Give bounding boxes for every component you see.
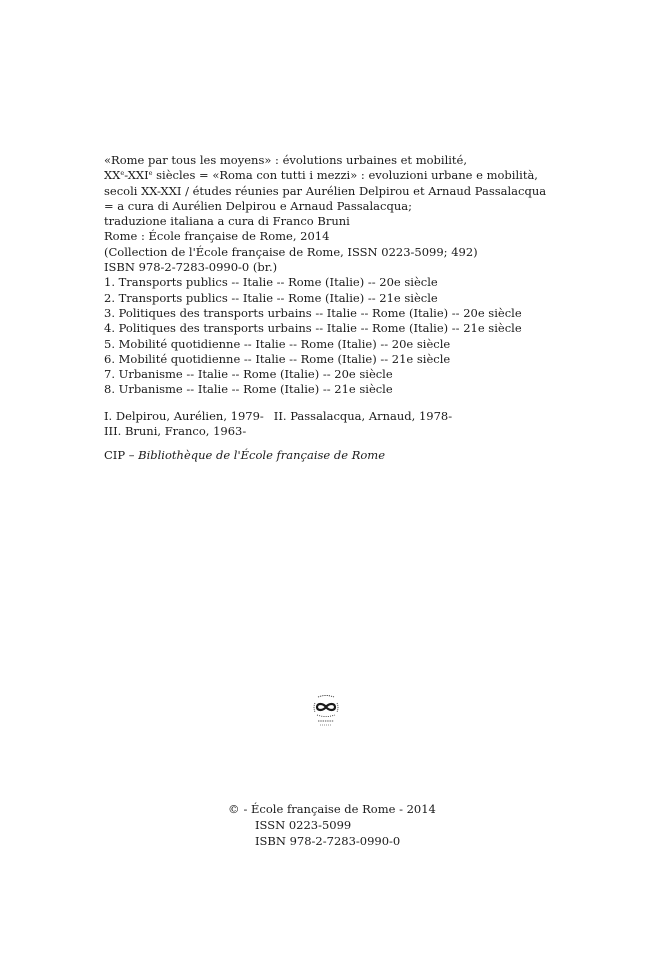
colophon-issn: ISSN 0223-5099 (255, 818, 352, 832)
cip-title-line-4: = a cura di Aurélien Delpirou e Arnaud Passalacqua; (104, 198, 412, 213)
cip-title-line-2-rest: siècles = «Roma con tutti i mezzi» : evoluzioni urbane e mobilità, (156, 168, 538, 183)
subject-3: 3. Politiques des transports urbains -- Italie -- Rome (Italie) -- 20e siècle (104, 305, 522, 320)
cip-title-line-2 (104, 168, 574, 183)
subject-1: 1. Transports publics -- Italie -- Rome (Italie) -- 20e siècle (104, 275, 438, 290)
cip-publisher-line: Rome : École française de Rome, 2014 (104, 229, 330, 244)
cip-source-name: Bibliothèque de l'École française de Rome (138, 448, 386, 463)
century-sup-1: e (120, 169, 125, 178)
cip-record (104, 153, 574, 464)
cip-source-label: CIP – (104, 448, 139, 463)
colophon-isbn: ISBN 978-2-7283-0990-0 (255, 834, 401, 848)
cip-title-line-5: traduzione italiana a cura di Franco Bruni (104, 214, 350, 229)
subject-8: 8. Urbanisme -- Italie -- Rome (Italie) -- 21e siècle (104, 382, 393, 397)
copyright-line (228, 801, 436, 817)
subject-2: 2. Transports publics -- Italie -- Rome (Italie) -- 21e siècle (104, 290, 438, 305)
persons-block (104, 409, 574, 440)
persons-line-1 (104, 409, 574, 424)
copyright-text: - École française de Rome - 2014 (243, 802, 436, 816)
copyright-icon: © (228, 802, 240, 816)
subject-4: 4. Politiques des transports urbains -- Italie -- Rome (Italie) -- 21e siècle (104, 321, 522, 336)
cip-source-line (104, 448, 574, 463)
century-xxi: -XXI (124, 168, 149, 183)
cip-collection-line: (Collection de l'École française de Rome, ISSN 0223-5099; 492) (104, 244, 478, 259)
colophon (228, 801, 436, 849)
subject-7: 7. Urbanisme -- Italie -- Rome (Italie) -- 20e siècle (104, 367, 393, 382)
subject-5: 5. Mobilité quotidienne -- Italie -- Rome (Italie) -- 20e siècle (104, 336, 451, 351)
cip-title-line-3: secoli XX-XXI / études réunies par Aurélien Delpirou et Arnaud Passalacqua (104, 183, 547, 198)
cip-isbn-line: ISBN 978-2-7283-0990-0 (br.) (104, 260, 278, 275)
person-bruni: III. Bruni, Franco, 1963- (104, 424, 247, 439)
person-passalacqua: II. Passalacqua, Arnaud, 1978- (273, 408, 453, 423)
subject-6: 6. Mobilité quotidienne -- Italie -- Rome (Italie) -- 21e siècle (104, 351, 451, 366)
century-xx: XX (104, 168, 121, 183)
infinity-emblem-icon (312, 694, 340, 730)
cip-title-line-1: «Rome par tous les moyens» : évolutions urbaines et mobilité, (104, 153, 468, 167)
century-sup-2: e (148, 169, 153, 178)
person-delpirou: I. Delpirou, Aurélien, 1979- (104, 408, 264, 423)
